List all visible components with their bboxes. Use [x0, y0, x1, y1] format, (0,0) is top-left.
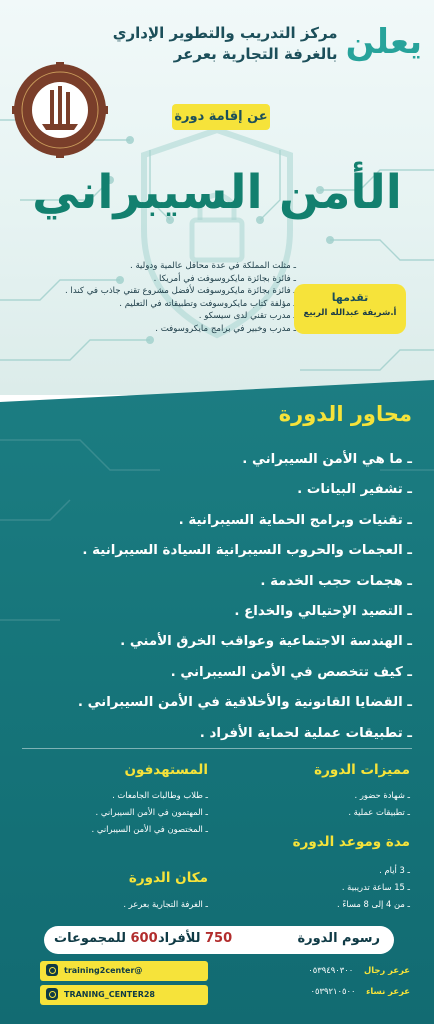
instagram-text: TRANING_CENTER28	[64, 990, 155, 999]
feature-item: ـ تطبيقات عملية .	[230, 804, 410, 821]
trainer-credentials	[64, 260, 296, 336]
axis-item: ـ القضايا القانونية والأخلاقية في الأمن السيبراني .	[22, 688, 412, 718]
course-badge: عن إقامة دورة	[172, 104, 270, 130]
axis-item: ـ كيف تتخصص في الأمن السيبراني .	[22, 658, 412, 688]
chamber-logo	[12, 62, 108, 158]
audience-item: ـ المختصون في الأمن السيبراني .	[8, 821, 208, 838]
axes-title: محاور الدورة	[278, 402, 412, 426]
contact-men	[210, 965, 410, 975]
group-price: 600	[130, 931, 158, 946]
individual-price: 750	[205, 931, 233, 946]
men-label: عرعر رجال	[363, 965, 410, 975]
men-phone[interactable]: ٠٥٣٩٤٩٠٣٠٠	[308, 965, 354, 975]
announce-word: يعلن	[345, 22, 422, 62]
individual-label: للأفراد	[158, 931, 201, 946]
axis-item: ـ العجمات والحروب السيبرانية السيادة السيبرانية .	[22, 536, 412, 566]
axis-item: ـ تطبيقات عملية لحماية الأفراد .	[22, 719, 412, 749]
fees-bar	[44, 926, 394, 954]
instagram-icon	[46, 988, 58, 1000]
twitter-icon	[46, 964, 58, 976]
axis-item: ـ التصيد الإحتيالي والخداع .	[22, 597, 412, 627]
group-label: للمجموعات	[54, 931, 126, 946]
center-name-line1: مركز التدريب والتطوير الإداري	[112, 24, 338, 42]
credential-item: ـ مؤلفة كتاب مايكروسوفت وتطبيقاته في التعليم .	[84, 298, 296, 311]
audience-list	[8, 787, 208, 838]
header-section	[0, 0, 434, 395]
contact-women	[210, 986, 410, 996]
instagram-handle[interactable]	[40, 985, 208, 1005]
axis-item: ـ هجمات حجب الخدمة .	[22, 567, 412, 597]
announcement	[92, 22, 422, 64]
credential-item: ـ مدرب تقني لدى سيسكو .	[84, 310, 296, 323]
trainer-label: تقدمها	[331, 291, 369, 304]
audience-title: المستهدفون	[124, 762, 208, 778]
course-title: الأمن السيبراني	[32, 165, 402, 220]
audience-item: ـ المهتمون في الأمن السيبراني .	[8, 804, 208, 821]
schedule-item: ـ 15 ساعة تدريبية .	[230, 879, 410, 896]
trainer-name: أ.شريفة عبدالله الربيع	[303, 308, 397, 318]
venue-item: ـ الغرفة التجارية بعرعر .	[8, 896, 208, 913]
venue-title: مكان الدورة	[128, 870, 208, 886]
credential-item: ـ فائزة بجائزة مايكروسوفت لأفضل مشروع تقني جاذب في كندا .	[84, 285, 296, 298]
twitter-handle[interactable]	[40, 961, 208, 981]
center-name-line2: بالغرفة التجارية بعرعر	[173, 45, 338, 63]
axis-item: ـ تقنيات وبرامج الحماية السيبرانية .	[22, 506, 412, 536]
twitter-text: training2center@	[64, 966, 143, 975]
group-fee	[54, 931, 158, 946]
axis-item: ـ الهندسة الاجتماعية وعواقب الخرق الأمني .	[22, 627, 412, 657]
audience-item: ـ طلاب وطالبات الجامعات .	[8, 787, 208, 804]
features-list	[230, 787, 410, 821]
women-label: عرعر نساء	[366, 986, 410, 996]
credential-item: ـ مدرب وخبير في برامج مايكروسوفت .	[84, 323, 296, 336]
women-phone[interactable]: ٠٥٣٩٢١٠٥٠٠	[310, 986, 356, 996]
schedule-list	[230, 862, 410, 913]
schedule-item: ـ 3 أيام .	[230, 862, 410, 879]
fees-label: رسوم الدورة	[297, 931, 380, 946]
venue-list	[8, 896, 208, 913]
credential-item: ـ فائزة بجائزة مايكروسوفت في أمريكا .	[84, 273, 296, 286]
divider	[22, 748, 412, 749]
schedule-title: مدة وموعد الدورة	[292, 834, 410, 850]
features-title: مميزات الدورة	[314, 762, 410, 778]
schedule-item: ـ من 4 إلى 8 مساءً .	[230, 896, 410, 913]
trainer-box	[294, 284, 406, 334]
feature-item: ـ شهادة حضور .	[230, 787, 410, 804]
axis-item: ـ تشفير البيانات .	[22, 475, 412, 505]
credential-item: ـ مثلت المملكة في عدة محافل عالمية ودولية .	[84, 260, 296, 273]
individual-fee	[158, 931, 232, 946]
axes-list	[22, 445, 412, 749]
axis-item: ـ ما هي الأمن السيبراني .	[22, 445, 412, 475]
